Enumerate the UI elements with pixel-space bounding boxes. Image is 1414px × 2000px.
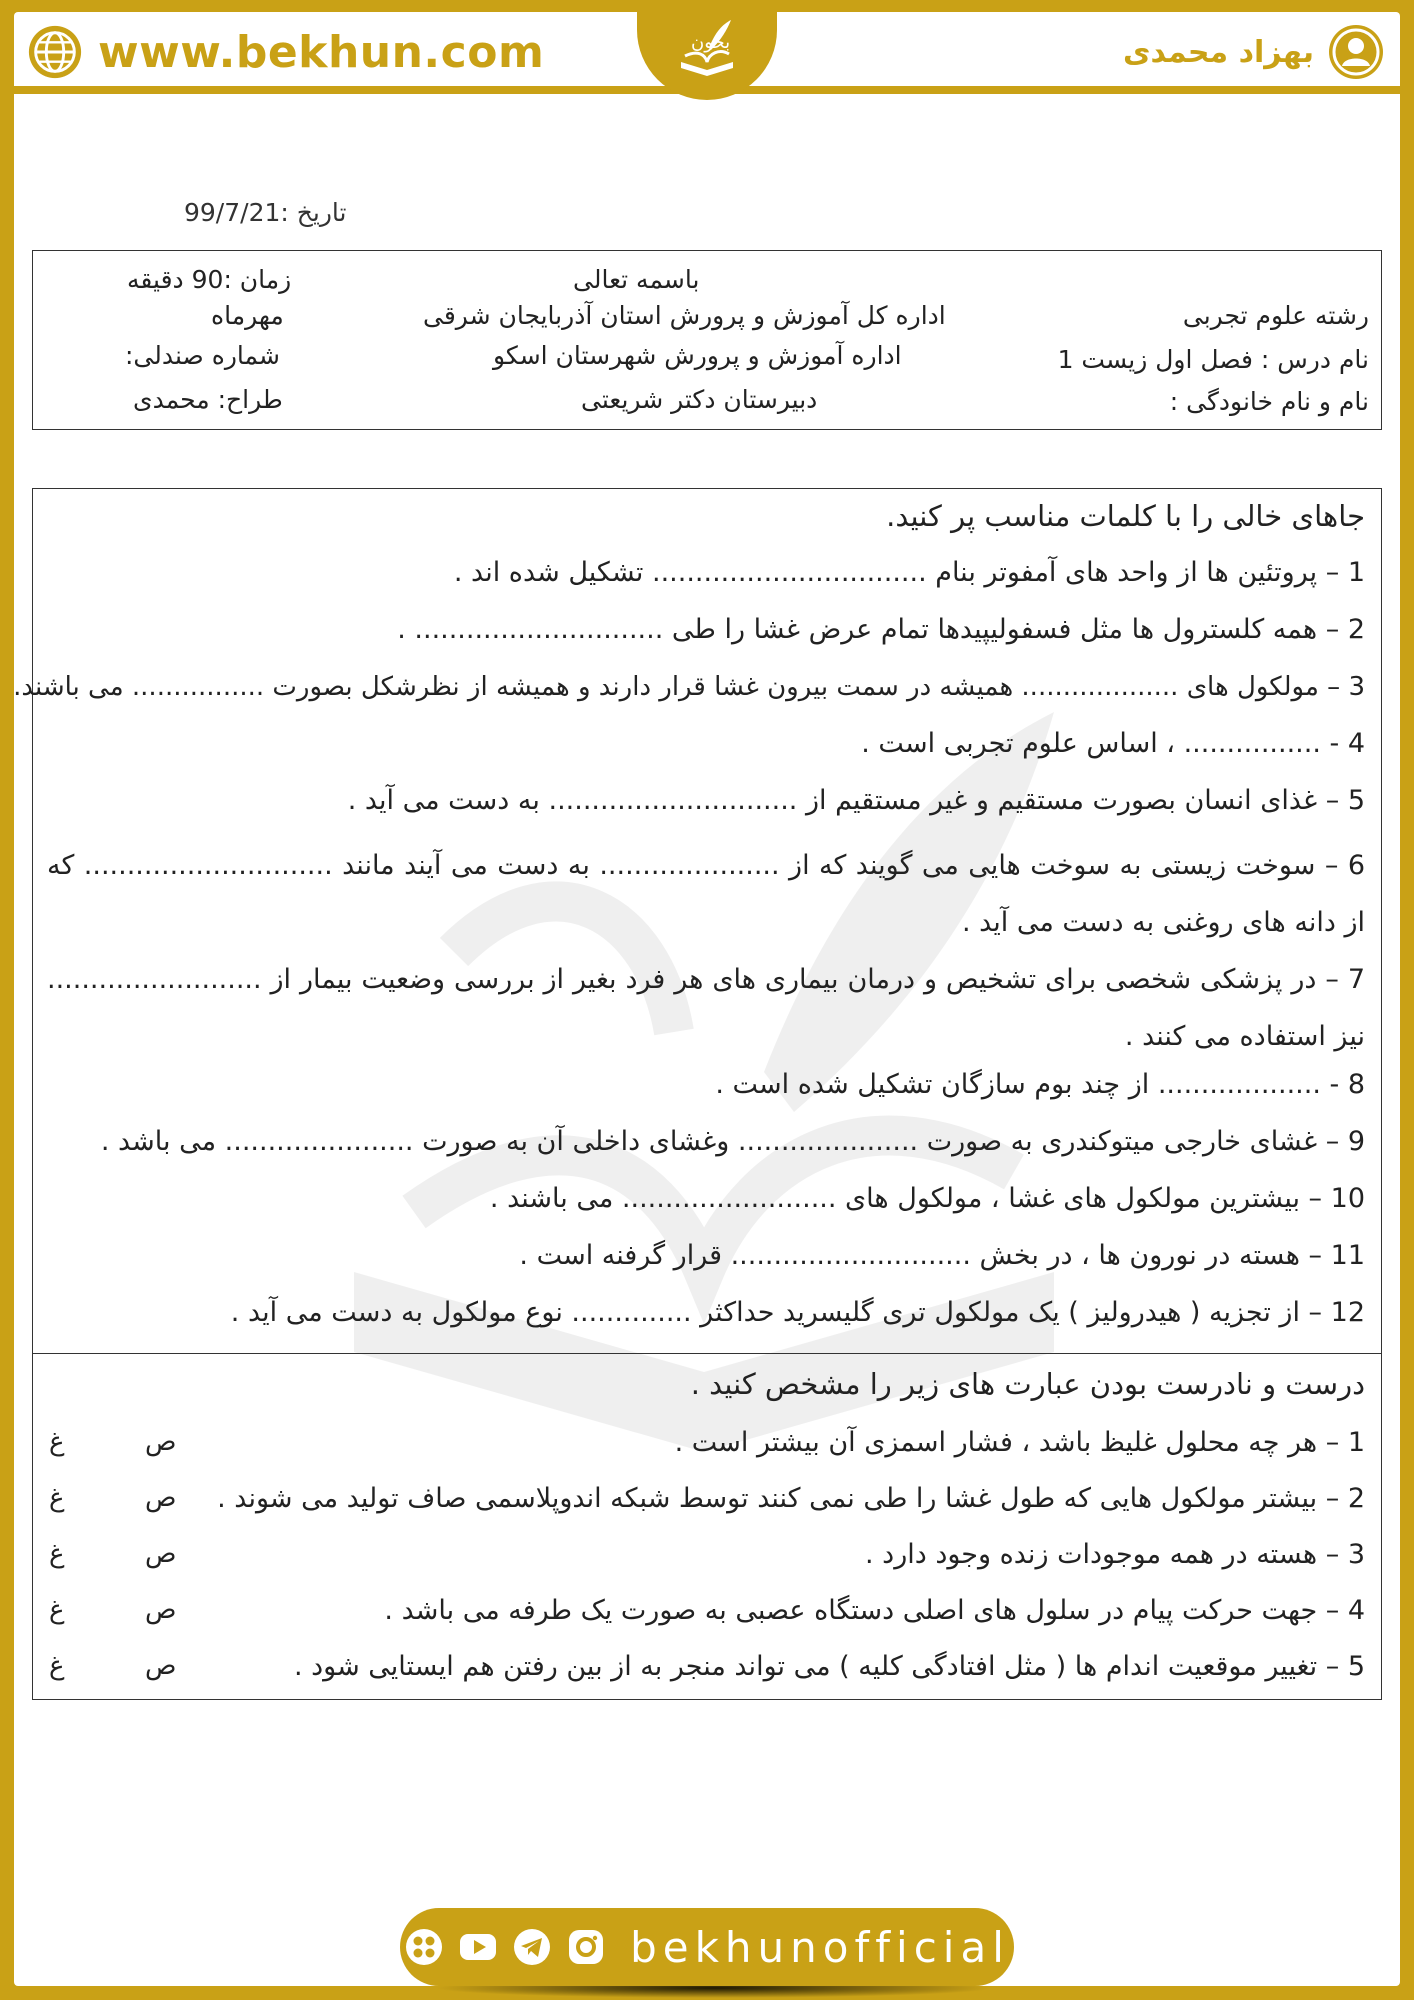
- exam-duration: زمان :90 دقیقه: [127, 265, 292, 294]
- true-option[interactable]: ص: [145, 1427, 177, 1457]
- social-footer[interactable]: [400, 1908, 1014, 1986]
- true-false-title: درست و نادرست بودن عبارت های زیر را مشخص کنید .: [690, 1367, 1365, 1401]
- fill-question: 11 – هسته در نورون ها ، در بخش ............................ قرار گرفنه است .: [519, 1240, 1365, 1271]
- tf-question: 5 – تغییر موقعیت اندام ها ( مثل افتادگی کلیه ) می تواند منجر به از بین رفتن هم ایستایی شود .: [293, 1651, 1365, 1682]
- telegram-icon[interactable]: [512, 1927, 552, 1967]
- true-option[interactable]: ص: [145, 1595, 177, 1625]
- fill-question: 8 - ................... از چند بوم سازگان تشکیل شده است .: [715, 1069, 1365, 1100]
- user-icon: [1326, 22, 1386, 82]
- school-name: دبیرستان دکتر شریعتی: [581, 385, 818, 414]
- fill-question: 12 – از تجزیه ( هیدرولیز ) یک مولکول تری گلیسرید حداکثر .............. نوع مولکول به دست می آید .: [230, 1297, 1365, 1328]
- questions-box: [13, 488, 1382, 1700]
- author-name: بهزاد محمدی: [1123, 34, 1314, 70]
- city-office: اداره آموزش و پرورش شهرستان اسکو: [493, 341, 902, 370]
- youtube-icon[interactable]: [458, 1927, 498, 1967]
- tf-question: 1 – هر چه محلول غلیظ باشد ، فشار اسمزی آن بیشتر است .: [674, 1427, 1365, 1458]
- page: [14, 12, 1400, 1986]
- fill-question: 3 – مولکول های ................... همیشه در سمت بیرون غشا قرار دارند و همیشه از نظرشکل بصورت ................ می باشند.: [13, 672, 1365, 702]
- site-url[interactable]: www.bekhun.com: [98, 26, 545, 78]
- book-logo-icon: [667, 10, 747, 90]
- fill-question: 10 – بیشترین مولکول های غشا ، مولکول های ......................... می باشند .: [489, 1183, 1365, 1214]
- fill-question: 5 – غذای انسان بصورت مستقیم و غیر مستقیم از ............................. به دست می آید .: [347, 785, 1365, 816]
- fill-blanks-title: جاهای خالی را با کلمات مناسب پر کنید.: [886, 499, 1365, 533]
- section-divider: [33, 1353, 1381, 1354]
- true-option[interactable]: ص: [145, 1483, 177, 1513]
- designer-name: طراح: محمدی: [133, 385, 283, 414]
- fill-question: 1 – پروتئین ها از واحد های آمفوتر بنام ................................ تشکیل شده اند .: [453, 557, 1365, 588]
- field-name: رشته علوم تجربی: [1182, 301, 1369, 330]
- exam-date: تاریخ :99/7/21: [184, 198, 347, 227]
- logo-text: بخون: [691, 32, 731, 53]
- false-option[interactable]: غ: [49, 1483, 65, 1513]
- fill-question: 6 – سوخت زیستی به سوخت هایی می گویند که از ..................... به دست می آیند مانند ............................. که از دانه های روغنی به دست می آید .: [47, 850, 1365, 938]
- social-handle[interactable]: bekhunofficial: [630, 1922, 1010, 1972]
- site-link[interactable]: [26, 22, 544, 82]
- tf-question: 3 – هسته در همه موجودات زنده وجود دارد .: [865, 1539, 1365, 1570]
- lesson-name: نام درس : فصل اول زیست 1: [1057, 345, 1369, 374]
- brand-logo: [637, 0, 777, 100]
- header-bar: [14, 12, 1400, 94]
- tf-question: 4 – جهت حرکت پیام در سلول های اصلی دستگاه عصبی به صورت یک طرفه می باشد .: [384, 1595, 1365, 1626]
- student-name-label: نام و نام خانودگی :: [1169, 387, 1369, 416]
- exam-month: مهرماه: [211, 301, 284, 330]
- seat-number-label: شماره صندلی:: [125, 341, 280, 370]
- false-option[interactable]: غ: [49, 1427, 65, 1457]
- fill-question: 7 – در پزشکی شخصی برای تشخیص و درمان بیماری های هر فرد بغیر از بررسی وضعیت بیمار از ......................... نیز استفاده می کنند .: [47, 964, 1365, 1052]
- fill-question: 2 – همه کلسترول ها مثل فسفولیپیدها تمام عرض غشا را طی ............................. .: [397, 614, 1365, 645]
- true-option[interactable]: ص: [145, 1651, 177, 1681]
- author-block: [1123, 22, 1386, 82]
- tf-question: 2 – بیشتر مولکول هایی که طول غشا را طی نمی کنند توسط شبکه اندوپلاسمی صاف تولید می شوند .: [217, 1483, 1365, 1514]
- province-office: اداره کل آموزش و پرورش استان آذربایجان شرقی: [423, 301, 946, 330]
- fill-question: 9 – غشای خارجی میتوکندری به صورت ..................... وغشای داخلی آن به صورت ...................... می باشد .: [100, 1126, 1365, 1157]
- fill-question: 4 - ................ ، اساس علوم تجربی است .: [861, 728, 1365, 759]
- true-option[interactable]: ص: [145, 1539, 177, 1569]
- basmeh-heading: باسمه تعالی: [573, 265, 700, 294]
- exam-info-box: [32, 250, 1382, 430]
- aparat-icon[interactable]: [404, 1927, 444, 1967]
- false-option[interactable]: غ: [49, 1651, 65, 1681]
- false-option[interactable]: غ: [49, 1539, 65, 1569]
- false-option[interactable]: غ: [49, 1595, 65, 1625]
- instagram-icon[interactable]: [566, 1927, 606, 1967]
- globe-icon: [26, 23, 84, 81]
